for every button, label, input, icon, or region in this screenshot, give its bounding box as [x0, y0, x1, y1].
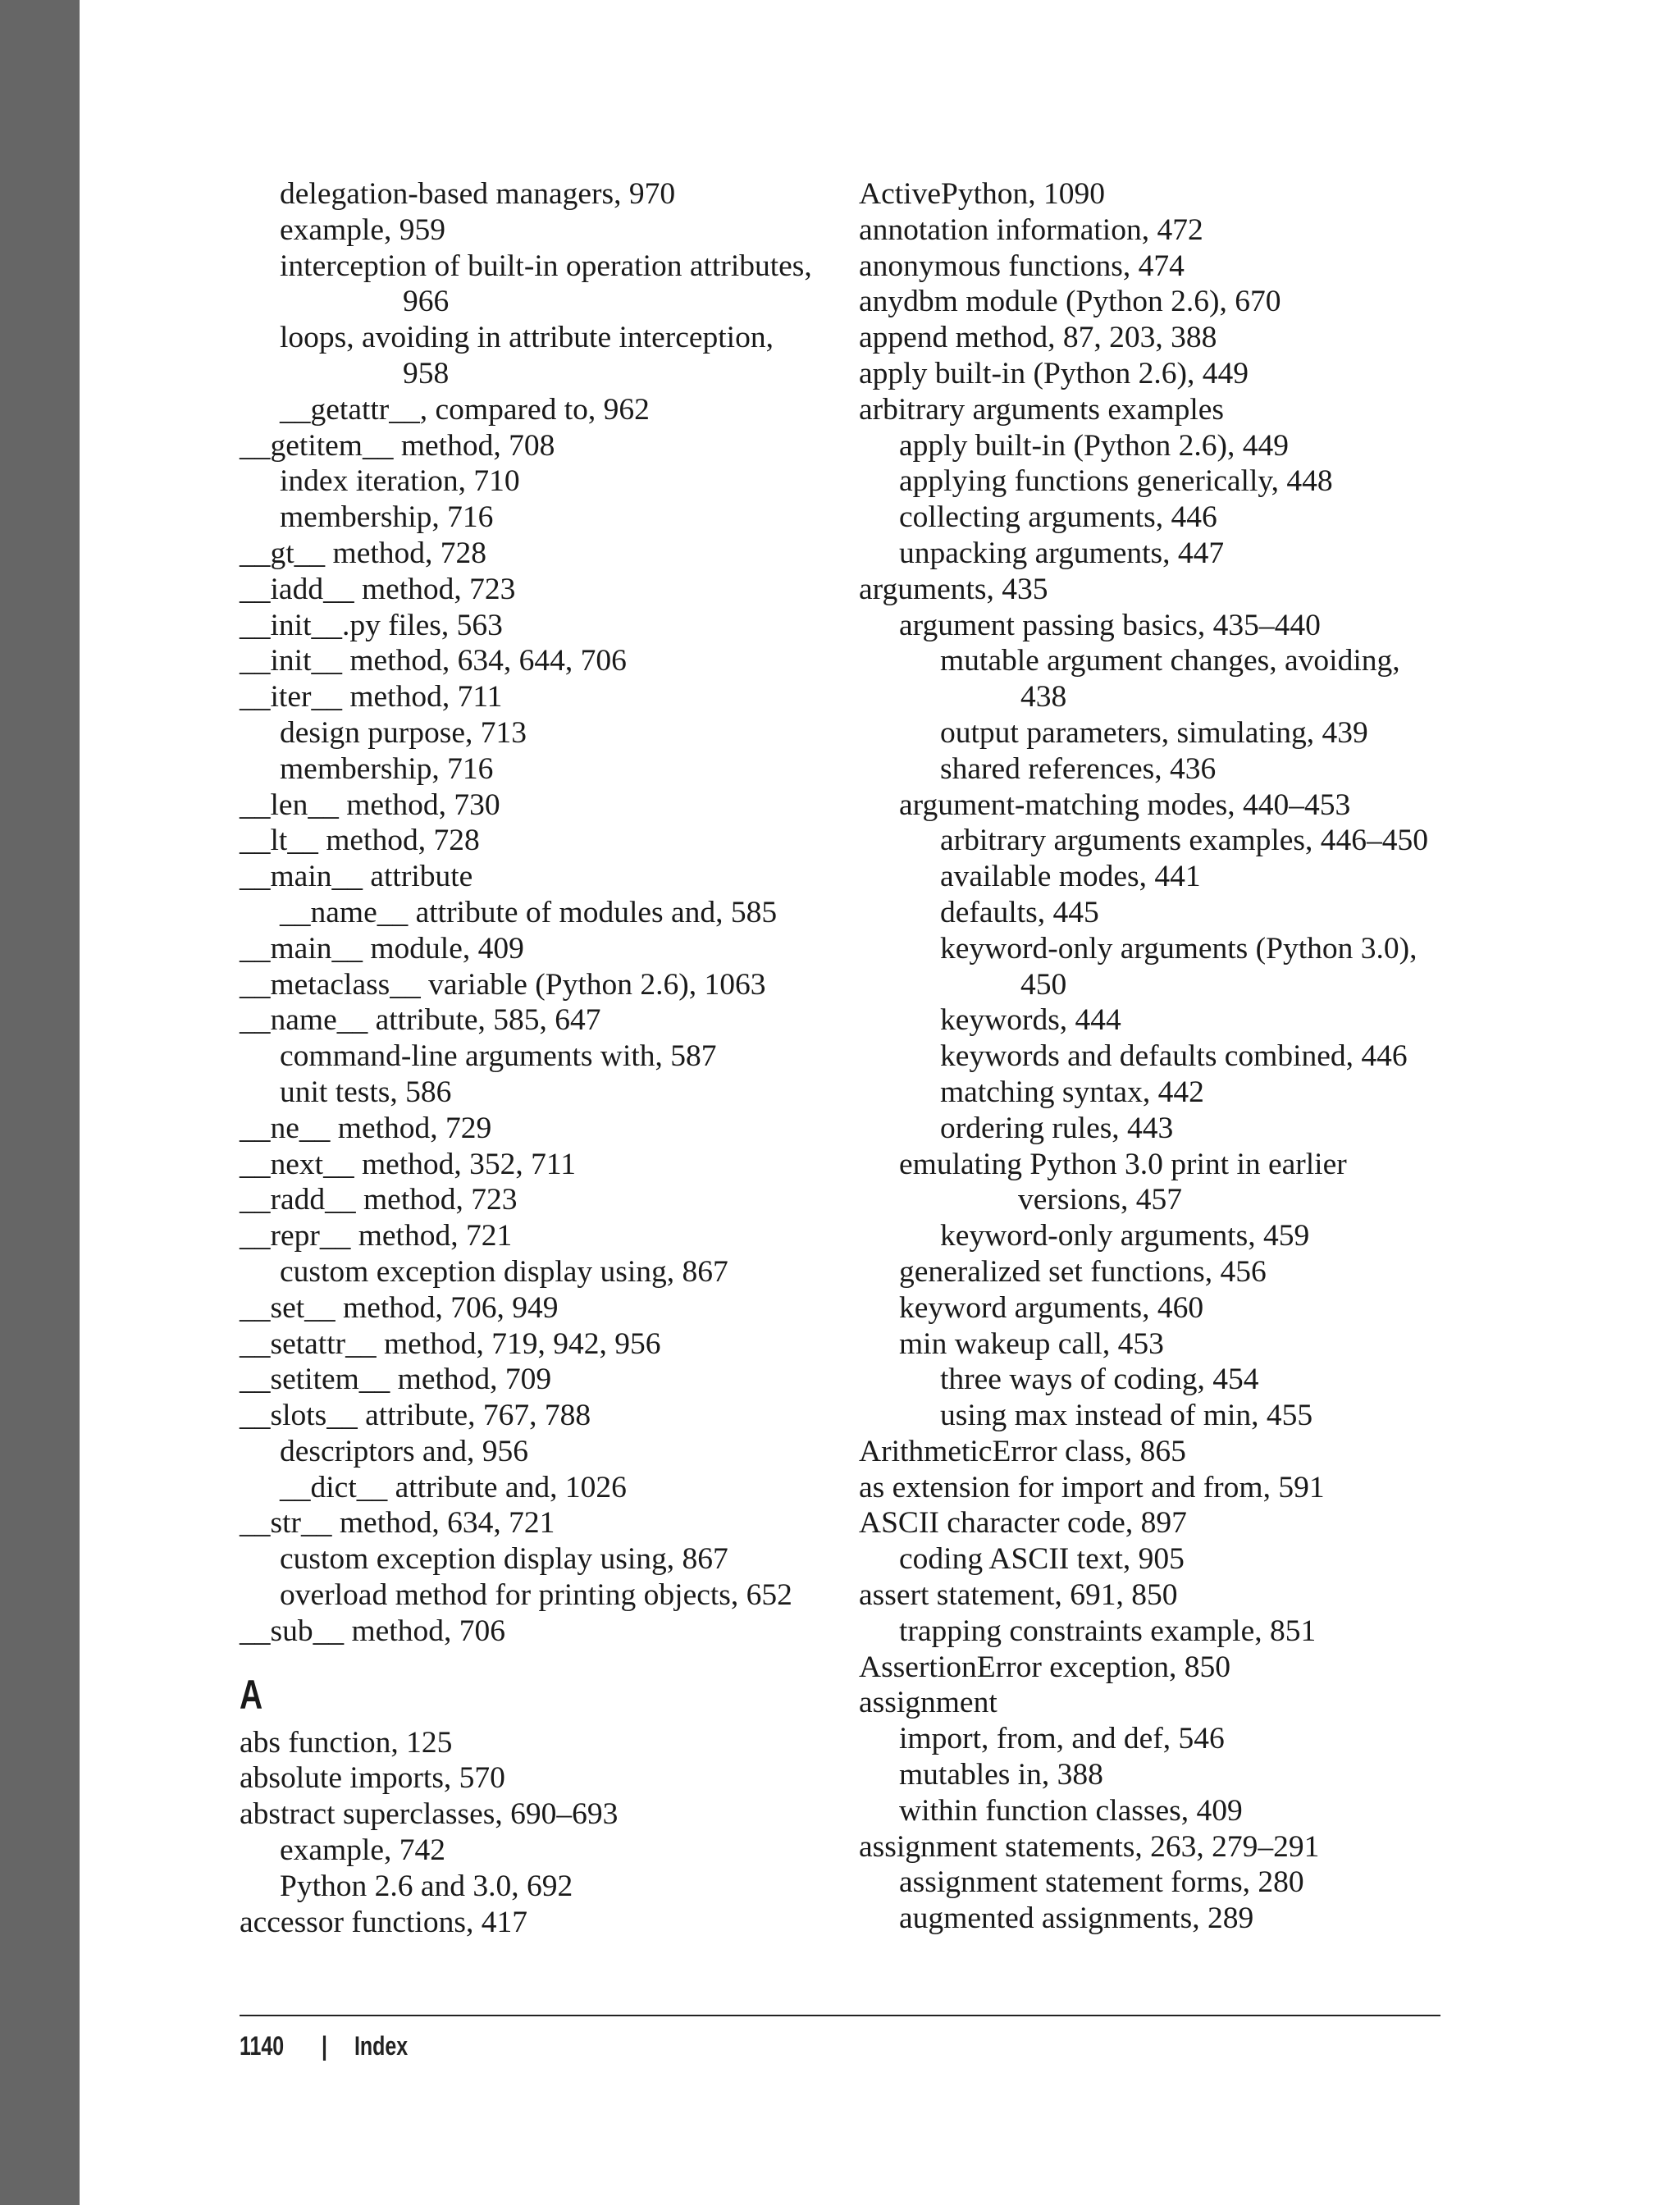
- index-entry: __slots__ attribute, 767, 788: [240, 1399, 591, 1433]
- index-entry: assignment: [859, 1686, 998, 1720]
- index-subentry: generalized set functions, 456: [899, 1254, 1267, 1289]
- index-entry: __radd__ method, 723: [240, 1183, 518, 1217]
- index-entry: __setitem__ method, 709: [240, 1363, 552, 1397]
- index-subentry: mutable argument changes, avoiding,: [940, 644, 1400, 678]
- index-subentry: unit tests, 586: [280, 1075, 452, 1109]
- index-entry: __init__.py files, 563: [240, 608, 503, 642]
- index-entry: anonymous functions, 474: [859, 249, 1185, 283]
- index-entry: annotation information, 472: [859, 212, 1203, 247]
- index-subentry: __getattr__, compared to, 962: [280, 392, 650, 427]
- index-subentry: overload method for printing objects, 652: [280, 1578, 792, 1613]
- index-subentry: delegation-based managers, 970: [280, 177, 676, 211]
- index-subentry: three ways of coding, 454: [940, 1363, 1259, 1397]
- index-entry-continuation: 438: [1020, 680, 1067, 714]
- index-subentry: interception of built-in operation attributes,: [280, 249, 812, 283]
- index-subentry: keyword arguments, 460: [899, 1290, 1204, 1325]
- index-subentry: unpacking arguments, 447: [899, 536, 1225, 570]
- index-subentry: keywords and defaults combined, 446: [940, 1039, 1408, 1074]
- index-subentry: assignment statement forms, 280: [899, 1865, 1304, 1900]
- index-entry: ASCII character code, 897: [859, 1506, 1187, 1541]
- index-subentry: custom exception display using, 867: [280, 1542, 728, 1577]
- running-section-title: Index: [354, 2031, 409, 2061]
- index-entry: __name__ attribute, 585, 647: [240, 1003, 601, 1038]
- index-entry: __main__ module, 409: [240, 931, 524, 966]
- index-subentry: keywords, 444: [940, 1003, 1121, 1038]
- page-edge-band: [0, 0, 80, 2205]
- index-subentry: trapping constraints example, 851: [899, 1614, 1317, 1648]
- index-subentry: within function classes, 409: [899, 1793, 1243, 1828]
- index-subentry: shared references, 436: [940, 751, 1217, 786]
- index-entry: __iadd__ method, 723: [240, 572, 516, 606]
- page-number: 1140: [240, 2031, 285, 2061]
- index-subentry: descriptors and, 956: [280, 1434, 529, 1468]
- index-subentry: __name__ attribute of modules and, 585: [280, 895, 778, 929]
- index-entry: __str__ method, 634, 721: [240, 1506, 555, 1541]
- index-entry: __metaclass__ variable (Python 2.6), 1063: [240, 967, 766, 1002]
- index-entry: __sub__ method, 706: [240, 1614, 505, 1648]
- index-subentry: argument-matching modes, 440–453: [899, 788, 1351, 822]
- index-subentry: membership, 716: [280, 500, 494, 535]
- index-entry: as extension for import and from, 591: [859, 1470, 1325, 1504]
- index-subentry: coding ASCII text, 905: [899, 1542, 1185, 1577]
- index-subentry: argument passing basics, 435–440: [899, 608, 1321, 642]
- index-subentry: emulating Python 3.0 print in earlier: [899, 1147, 1347, 1181]
- page-footer: [240, 2026, 423, 2066]
- index-entry: __iter__ method, 711: [240, 680, 503, 714]
- index-subentry: keyword-only arguments (Python 3.0),: [940, 931, 1418, 966]
- section-letter-heading: A: [240, 1671, 263, 1718]
- index-subentry: Python 2.6 and 3.0, 692: [280, 1869, 573, 1903]
- index-subentry: applying functions generically, 448: [899, 464, 1333, 499]
- index-column-right: [859, 176, 1449, 1937]
- index-entry: abstract superclasses, 690–693: [240, 1797, 619, 1832]
- index-entry-continuation: 450: [1020, 967, 1067, 1002]
- index-entry-continuation: versions, 457: [1018, 1183, 1182, 1217]
- index-subentry: index iteration, 710: [280, 464, 520, 499]
- index-subentry: custom exception display using, 867: [280, 1254, 728, 1289]
- index-entry: AssertionError exception, 850: [859, 1650, 1231, 1684]
- index-entry: __set__ method, 706, 949: [240, 1290, 559, 1325]
- index-subentry: min wakeup call, 453: [899, 1326, 1164, 1361]
- index-entry: append method, 87, 203, 388: [859, 321, 1217, 355]
- footer-rule: [240, 2015, 1440, 2016]
- index-entry: abs function, 125: [240, 1725, 453, 1760]
- index-entry: assignment statements, 263, 279–291: [859, 1829, 1320, 1864]
- index-subentry: apply built-in (Python 2.6), 449: [899, 428, 1289, 463]
- index-subentry: defaults, 445: [940, 895, 1099, 929]
- index-entry-continuation: 958: [403, 356, 450, 390]
- index-subentry: using max instead of min, 455: [940, 1399, 1313, 1433]
- index-subentry: mutables in, 388: [899, 1758, 1103, 1792]
- index-subentry: available modes, 441: [940, 860, 1201, 894]
- index-entry: ActivePython, 1090: [859, 177, 1105, 211]
- index-subentry: output parameters, simulating, 439: [940, 715, 1368, 750]
- index-entry: __next__ method, 352, 711: [240, 1147, 577, 1181]
- index-subentry: membership, 716: [280, 751, 494, 786]
- index-entry: assert statement, 691, 850: [859, 1578, 1178, 1613]
- index-entry: __setattr__ method, 719, 942, 956: [240, 1326, 661, 1361]
- index-entry: anydbm module (Python 2.6), 670: [859, 285, 1281, 319]
- index-entry: accessor functions, 417: [240, 1905, 527, 1939]
- index-entry: __main__ attribute: [240, 860, 473, 894]
- index-subentry: arbitrary arguments examples, 446–450: [940, 824, 1428, 858]
- index-entry: __ne__ method, 729: [240, 1111, 492, 1145]
- index-subentry: import, from, and def, 546: [899, 1722, 1225, 1756]
- index-entry: __len__ method, 730: [240, 788, 500, 822]
- index-subentry: example, 959: [280, 212, 446, 247]
- index-subentry: loops, avoiding in attribute interception,: [280, 321, 774, 355]
- footer-separator: |: [322, 2031, 328, 2061]
- index-subentry: command-line arguments with, 587: [280, 1039, 717, 1074]
- index-entry-continuation: 966: [403, 285, 450, 319]
- index-entry: ArithmeticError class, 865: [859, 1434, 1186, 1468]
- index-subentry: collecting arguments, 446: [899, 500, 1217, 535]
- index-entry: absolute imports, 570: [240, 1761, 505, 1796]
- index-entry: __getitem__ method, 708: [240, 428, 555, 463]
- index-entry: __init__ method, 634, 644, 706: [240, 644, 627, 678]
- index-entry: __repr__ method, 721: [240, 1219, 513, 1253]
- index-column-left: [240, 176, 838, 1940]
- index-subentry: example, 742: [280, 1833, 446, 1868]
- index-entry: apply built-in (Python 2.6), 449: [859, 356, 1249, 390]
- index-entry: __lt__ method, 728: [240, 824, 480, 858]
- index-subentry: design purpose, 713: [280, 715, 527, 750]
- index-subentry: matching syntax, 442: [940, 1075, 1204, 1109]
- index-subentry: augmented assignments, 289: [899, 1901, 1254, 1936]
- index-entry: __gt__ method, 728: [240, 536, 487, 570]
- index-entry: arguments, 435: [859, 572, 1048, 606]
- index-entry: arbitrary arguments examples: [859, 392, 1224, 427]
- index-subentry: __dict__ attribute and, 1026: [280, 1470, 627, 1504]
- index-subentry: keyword-only arguments, 459: [940, 1219, 1310, 1253]
- index-subentry: ordering rules, 443: [940, 1111, 1174, 1145]
